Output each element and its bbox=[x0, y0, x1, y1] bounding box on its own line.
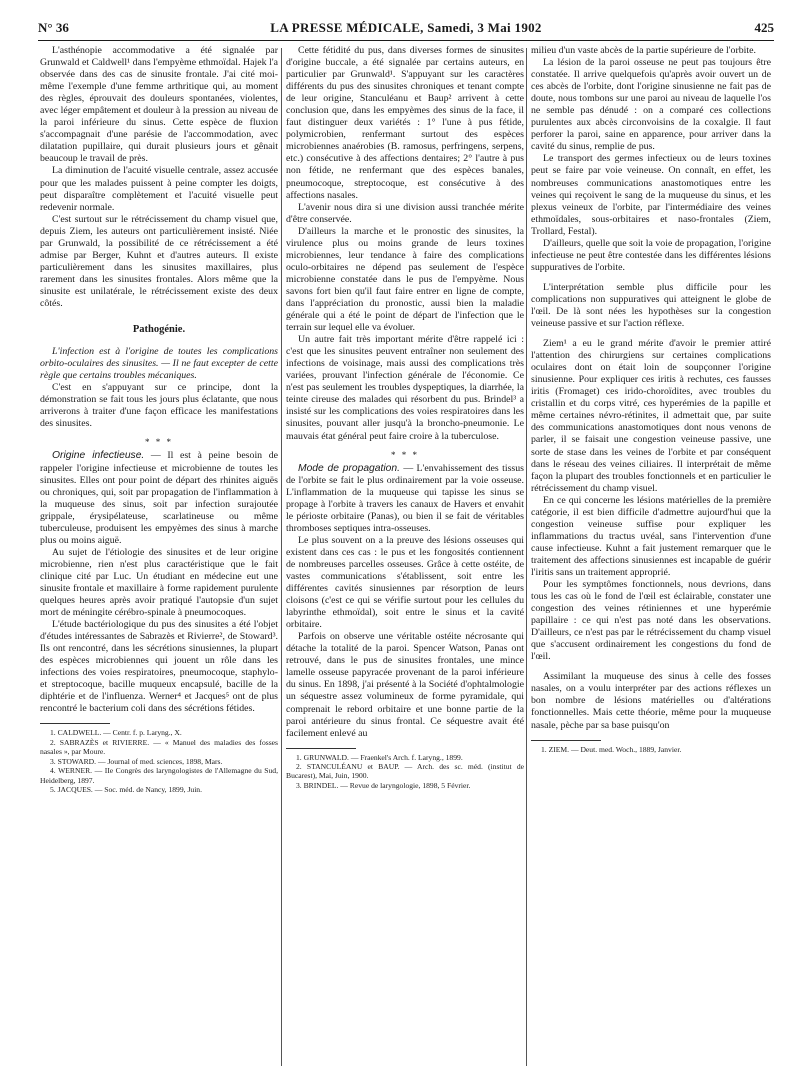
paragraph: L'interprétation semble plus difficile pour les complications non suppuratives qui atteignent le globe de l'œil. De là sont nées les hypothèses sur la congestion veineuse passive et sur l'action réflexe. bbox=[531, 281, 771, 330]
footnote-rule bbox=[40, 723, 110, 724]
paragraph: Le transport des germes infectieux ou de leurs toxines peut se faire par voie veineuse. On connaît, en effet, les nombreuses communications anastomotiques entre les veines qui reçoivent le sang de la muqueuse du sinus, et les plexus veineux de l'orbite, par l'intermédiaire des veines ethmoïdales, sous-orbitaires et naso-frontales (Ziem, Trollard, Festal). bbox=[531, 153, 771, 237]
footnote: 1. ZIEM. — Deut. med. Woch., 1889, Janvier. bbox=[541, 744, 682, 754]
column-divider bbox=[526, 48, 527, 1066]
paragraph: milieu d'un vaste abcès de la partie supérieure de l'orbite. bbox=[531, 45, 756, 56]
paragraph-text: — L'envahissement des tissus de l'orbite se fait le plus ordinairement par la voie osseuse. L'inflammation de la muqueuse qui tapisse les sinus se propage à l'orbite à travers les canaux de Havers et envahit le périoste orbitaire (Panas), ou bien il se fait de véritables thromboses septiques intra-osseuses. bbox=[286, 462, 524, 534]
paragraph: La diminution de l'acuité visuelle centrale, assez accusée pour que les malades puissent à peine compter les doigts, peut disparaître complètement et l'acuité visuelle peut redevenir normale. bbox=[40, 165, 278, 213]
footnote-rule bbox=[286, 748, 356, 749]
column-1 bbox=[40, 45, 278, 794]
paragraph: L'asthénopie accommodative a été signalée par Grunwald et Caldwell¹ dans l'empyème ethmoïdal. Hajek l'a observée dans des cas de sinusite frontale. J'ai cité moi-même l'exemple d'une femme arthritique qui, au moment des règles, éprouvait des douleurs spontanées, violentes, avec léger empâtement et douleur à la pression au niveau de la paroi inférieure du sinus. Cette espèce de fluxion s'accompagnait d'une parésie de l'accommodation, avec dilatation pupillaire, qui durait plusieurs jours et gênait beaucoup le travail de près. bbox=[40, 45, 278, 165]
paragraph: Assimilant la muqueuse des sinus à celle des fosses nasales, on a voulu interpréter par des actions réflexes un bon nombre de lésions matérielles ou d'altérations fonctionnelles. Mais cette théorie, même pour la muqueuse nasale, pèche par sa base puisqu'on bbox=[531, 671, 771, 731]
column-3 bbox=[531, 45, 771, 754]
paragraph: L'infection est à l'origine de toutes les complications orbito-oculaires des sinusites. — Il ne faut excepter de cette règle que certains troubles mécaniques. bbox=[40, 346, 278, 382]
subsection-title: Origine infectieuse. bbox=[52, 450, 145, 462]
paragraph: L'étude bactériologique du pus des sinusites a été l'objet d'études intéressantes de Sabrazès et Rivierre², de Stoward³. Ils ont rencontré, dans les sécrétions sinusiennes, la plupart des espèces microbiennes qui jouent un rôle dans les infections des voies respiratoires, pneumocoque, staphylo- et streptocoque, bacille muqueux encapsulé, bacille de la diphtérie et de l'influenza. Werner⁴ et Jacques⁵ ont de plus rencontré le bacterium coli dans des sécrétions fétides. bbox=[40, 619, 278, 715]
page-number: 425 bbox=[754, 20, 774, 35]
paragraph: Cette fétidité du pus, dans diverses formes de sinusites d'origine buccale, a été signalée par certains auteurs, en particulier par Grunwald¹. S'appuyant sur les caractères différents du pus des sinusites chroniques et tenant compte de leur origine, Stanculéanu et Baup² arrivent à cette conclusion que, dans les empyèmes des sinus de la face, il faut distinguer deux variétés : 1° l'une à pus fétide, polymicrobien, renfermant surtout des espèces microbiennes anaérobies (B. ramosus, perfringens, serpens, etc.) consécutive à des affections dentaires; 2° l'autre à pus non fétide, ne renfermant que des espèces banales, pneumocoque, streptocoque, est consécutive à des affections nasales. bbox=[286, 45, 524, 201]
section-separator: * * * bbox=[391, 449, 419, 460]
footnote: 1. CALDWELL. — Centr. f. p. Laryng., X. bbox=[50, 728, 182, 738]
issue-number: N° 36 bbox=[38, 20, 69, 35]
paragraph: D'ailleurs la marche et le pronostic des sinusites, la virulence plus ou moins grande de leurs toxines microbiennes, leur tendance à faire des complications oculo-orbitaires ne dépend pas seulement de l'espèce microbienne constatée dans le pus de l'empyème. Nous savons fort bien qu'il faut faire entrer en ligne de compte, dans l'appréciation du pronostic, aussi bien la maladie générale qui a été le point de départ de l'infection que le terrain sur lequel elle va évoluer. bbox=[286, 225, 524, 334]
paragraph-text: — Il est à peine besoin de rappeler l'origine infectieuse et microbienne de toutes les sinusites. Elles ont pour point de départ des rhinites aiguës ou chroniques, qui, soit par propagation de l'inflammation à la muqueuse des sinus, soit par infection surajoutée grippale, érysipélateuse, scarlatineuse ou même tuberculeuse, produisent les empyèmes des sinus à marche plus ou moins aiguë. bbox=[40, 450, 278, 546]
paragraph: C'est en s'appuyant sur ce principe, dont la démonstration se fait tous les jours plus éclatante, que nous arriverons à traiter d'une façon efficace les manifestations des sinusites. bbox=[40, 382, 278, 430]
column-2 bbox=[286, 45, 524, 790]
paragraph: Parfois on observe une véritable ostéite nécrosante qui détache la totalité de la paroi. Spencer Watson, Panas ont retrouvé, dans le pus de sinusites frontales, une mince lamelle osseuse papyracée provenant de la paroi inférieure du sinus. En 1898, j'ai présenté à la Société d'ophtalmologie un séquestre assez volumineux de forme pyramidale, qui comprenait le rebord orbitaire et une bonne partie de la paroi antérieure du sinus frontal. Ce séquestre avait été facilement enlevé au bbox=[286, 631, 524, 739]
paragraph: La lésion de la paroi osseuse ne peut pas toujours être constatée. Il arrive quelquefois qu'après avoir ouvert un de ces abcès de l'orbite, dont l'origine sinusienne ne fait pas de doute, nous tombons sur une paroi au niveau de laquelle l'os ne semble pas dénudé : on a comparé ces collections purulentes aux abcès circonvoisins de la coxalgie. Il faut perforer la paroi, saine en apparence, pour arriver dans la cavité du sinus, remplie de pus. bbox=[531, 57, 771, 153]
column-divider bbox=[281, 48, 282, 1066]
paragraph bbox=[286, 463, 524, 535]
footnote: 3. BRINDEL. — Revue de laryngologie, 1898, 5 Février. bbox=[296, 780, 471, 790]
paragraph: Ziem¹ a eu le grand mérite d'avoir le premier attiré l'attention des chirurgiens sur certaines complications oculaires dont on était loin de soupçonner l'origine sinusienne. Pour expliquer ces iritis à rechutes, ces fausses iritis (Fromaget) ces irido-choroïdites, avec troubles du cristallin et du corps vitré, ces hyperémies de la papille et même certaines névro-rétinites, il admettait que, par suite des communications anastomotiques dont nous venons de parler, il se faisait une congestion veineuse passive, une sorte de stase dans les veines de l'orbite et par conséquent dans le réseau des veines ciliaires. Il interprétait de même façon la plupart des troubles fonctionnels et en particulier le rétrécissement du champ visuel. bbox=[531, 338, 771, 494]
section-separator: * * * bbox=[145, 437, 173, 448]
footnote: 3. STOWARD. — Journal of med. sciences, 1898, Mars. bbox=[50, 756, 223, 766]
paragraph: L'avenir nous dira si une division aussi tranchée mérite d'être conservée. bbox=[286, 201, 524, 225]
subsection-title: Mode de propagation. bbox=[298, 462, 400, 474]
footnote: 2. SABRAZÈS et RIVIERRE. — « Manuel des maladies des fosses nasales », par Moure. bbox=[40, 737, 278, 757]
section-heading: Pathogénie. bbox=[132, 324, 186, 336]
paragraph: Au sujet de l'étiologie des sinusites et de leur origine microbienne, rien n'est plus caractéristique que le fait clinique cité par Luc. Un étudiant en médecine eut une sinusite frontale et maxillaire à forme rapidement purulente quelques heures après avoir pratiqué l'autopsie d'un sujet mort de méningite cérébro-spinale à pneumocoques. bbox=[40, 546, 278, 619]
paragraph: D'ailleurs, quelle que soit la voie de propagation, l'origine infectieuse ne peut être contestée dans les différentes lésions suppuratives de l'orbite. bbox=[531, 237, 771, 273]
paragraph: Le plus souvent on a la preuve des lésions osseuses qui existent dans ces cas : le pus et les fongosités contiennent de nombreuses parcelles osseuses. Grâce à cette ostéite, de vastes communications s'établissent, soit entre les différentes cavités sinusiennes par résorption de leurs cloisons (c'est ce qui se vérifie surtout pour les cellules du labyrinthe ethmoïdal), soit entre le sinus et la cavité orbitaire. bbox=[286, 534, 524, 631]
footnote: 4. WERNER. — IIe Congrès des laryngologistes de l'Allemagne du Sud, Heidelberg, 1897. bbox=[40, 766, 278, 785]
footnote: 2. STANCULÉANU et BAUP. — Arch. des sc. méd. (institut de Bucarest), Mai, Juin, 1900. bbox=[286, 762, 524, 781]
paragraph: En ce qui concerne les lésions matérielles de la première catégorie, il est bien difficile d'admettre aujourd'hui que la congestion veineuse suffise pour expliquer les inflammations du tractus uvéal, sans l'intervention d'une cause infectieuse. Kuhnt a fait justement remarquer que le traitement des affections sinusiennes est incapable de guérir l'iritis sans un traitement approprié. bbox=[531, 494, 771, 578]
paragraph: Pour les symptômes fonctionnels, nous devrions, dans tous les cas où le fond de l'œil est éclairable, constater une congestion des veines rétiniennes et une hyperémie papillaire : ce qui n'est pas noté dans les observations. D'ailleurs, ce n'est pas par le rétrécissement du champ visuel que s'accusent ordinairement les congestions du fond de l'œil. bbox=[531, 579, 771, 663]
footnote-rule bbox=[531, 740, 601, 741]
paragraph bbox=[40, 450, 278, 546]
paragraph: Un autre fait très important mérite d'être rappelé ici : c'est que les sinusites peuvent entraîner non seulement des infections de voisinage, mais aussi des complications très variées, prouvant l'infection générale de l'économie. Ce n'est pas seulement les troubles dyspeptiques, la diarrhée, la teinte cireuse des malades qui résorbent du pus. Brindel³ a insisté sur les complications des voies respiratoires dans les sinusites, pouvant aller jusqu'à la broncho-pneumonie. Le mauvais état général peut faire croire à la tuberculose. bbox=[286, 334, 524, 442]
journal-title: LA PRESSE MÉDICALE, Samedi, 3 Mai 1902 bbox=[270, 20, 542, 35]
page-header bbox=[38, 18, 774, 41]
footnote: 5. JACQUES. — Soc. méd. de Nancy, 1899, Juin. bbox=[50, 784, 203, 794]
footnote: 1. GRUNWALD. — Fraenkel's Arch. f. Laryng., 1899. bbox=[296, 752, 463, 762]
paragraph: C'est surtout sur le rétrécissement du champ visuel que, depuis Ziem, les auteurs ont particulièrement insisté. Niée par Grunwald, la possibilité de ce rétrécissement a été admise par Berger, Kuhnt et d'autres auteurs. Il existe particulièrement dans les sinusites maxillaires, plus rarement dans les sinusites frontales. Alors même que la sinusite est unilatérale, le rétrécissement existe des deux côtés. bbox=[40, 213, 278, 309]
